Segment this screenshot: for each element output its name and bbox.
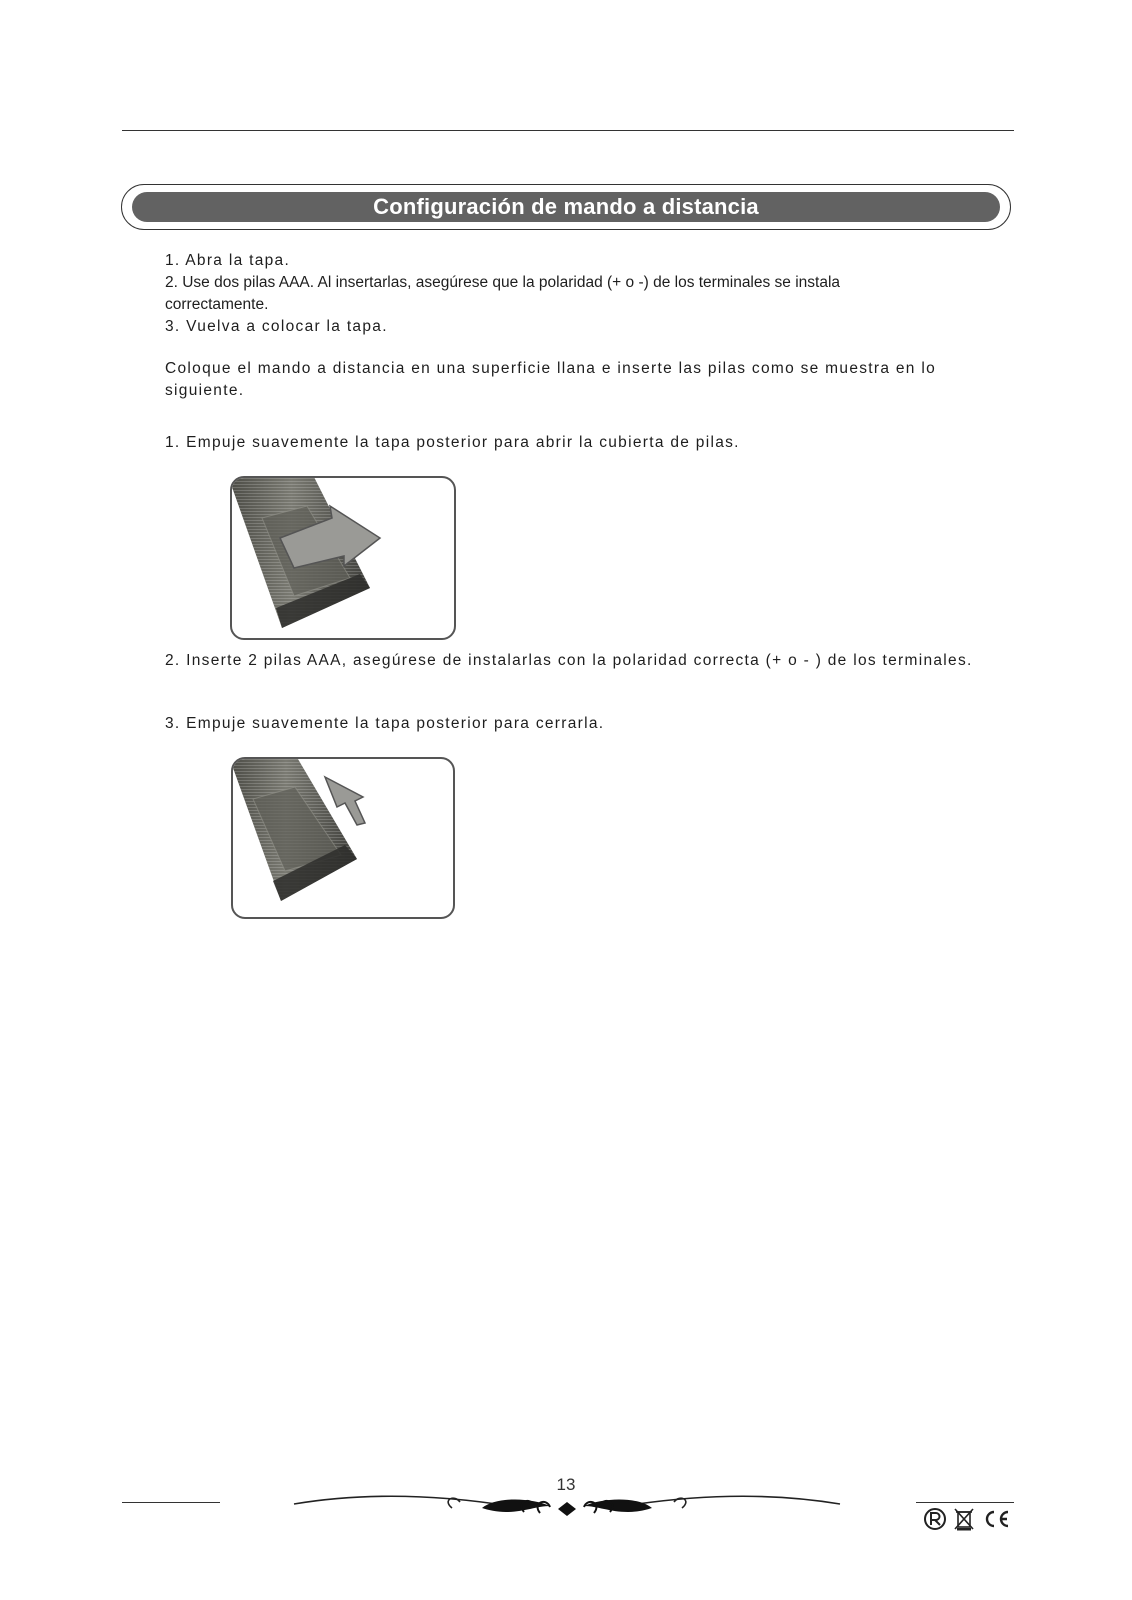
certification-marks bbox=[923, 1505, 1013, 1533]
section-title: Configuración de mando a distancia bbox=[132, 192, 1000, 222]
page-number: 13 bbox=[556, 1475, 576, 1494]
remote-open-cover-icon bbox=[232, 478, 456, 640]
step-1-text: 1. Empuje suavemente la tapa posterior para abrir la cubierta de pilas. bbox=[165, 434, 740, 451]
header-rule bbox=[122, 130, 1014, 131]
open-cover-illustration bbox=[230, 476, 456, 640]
intro-step-1: 1. Abra la tapa. bbox=[165, 252, 291, 269]
footer-rule-right bbox=[916, 1502, 1014, 1503]
instruction-line-2: siguiente. bbox=[165, 382, 245, 399]
weee-bin-icon bbox=[953, 1507, 975, 1531]
footer-ornament-icon bbox=[292, 1486, 842, 1522]
instruction-line-1: Coloque el mando a distancia en una superficie llana e inserte las pilas como se muestra en lo bbox=[165, 360, 936, 377]
footer-rule-left bbox=[122, 1502, 220, 1503]
ce-mark-icon bbox=[981, 1507, 1011, 1531]
section-title-box bbox=[121, 184, 1011, 230]
step-3-text: 3. Empuje suavemente la tapa posterior para cerrarla. bbox=[165, 715, 605, 732]
registered-mark-icon bbox=[923, 1507, 947, 1531]
step-2-text: 2. Inserte 2 pilas AAA, asegúrese de instalarlas con la polaridad correcta (+ o - ) de los terminales. bbox=[165, 652, 973, 669]
remote-close-cover-icon bbox=[233, 759, 455, 919]
intro-step-2: 2. Use dos pilas AAA. Al insertarlas, asegúrese que la polaridad (+ o -) de los terminales se instala bbox=[165, 274, 841, 291]
intro-step-3: 3. Vuelva a colocar la tapa. bbox=[165, 318, 388, 335]
close-cover-illustration bbox=[231, 757, 455, 919]
intro-step-2-cont: correctamente. bbox=[165, 296, 269, 313]
